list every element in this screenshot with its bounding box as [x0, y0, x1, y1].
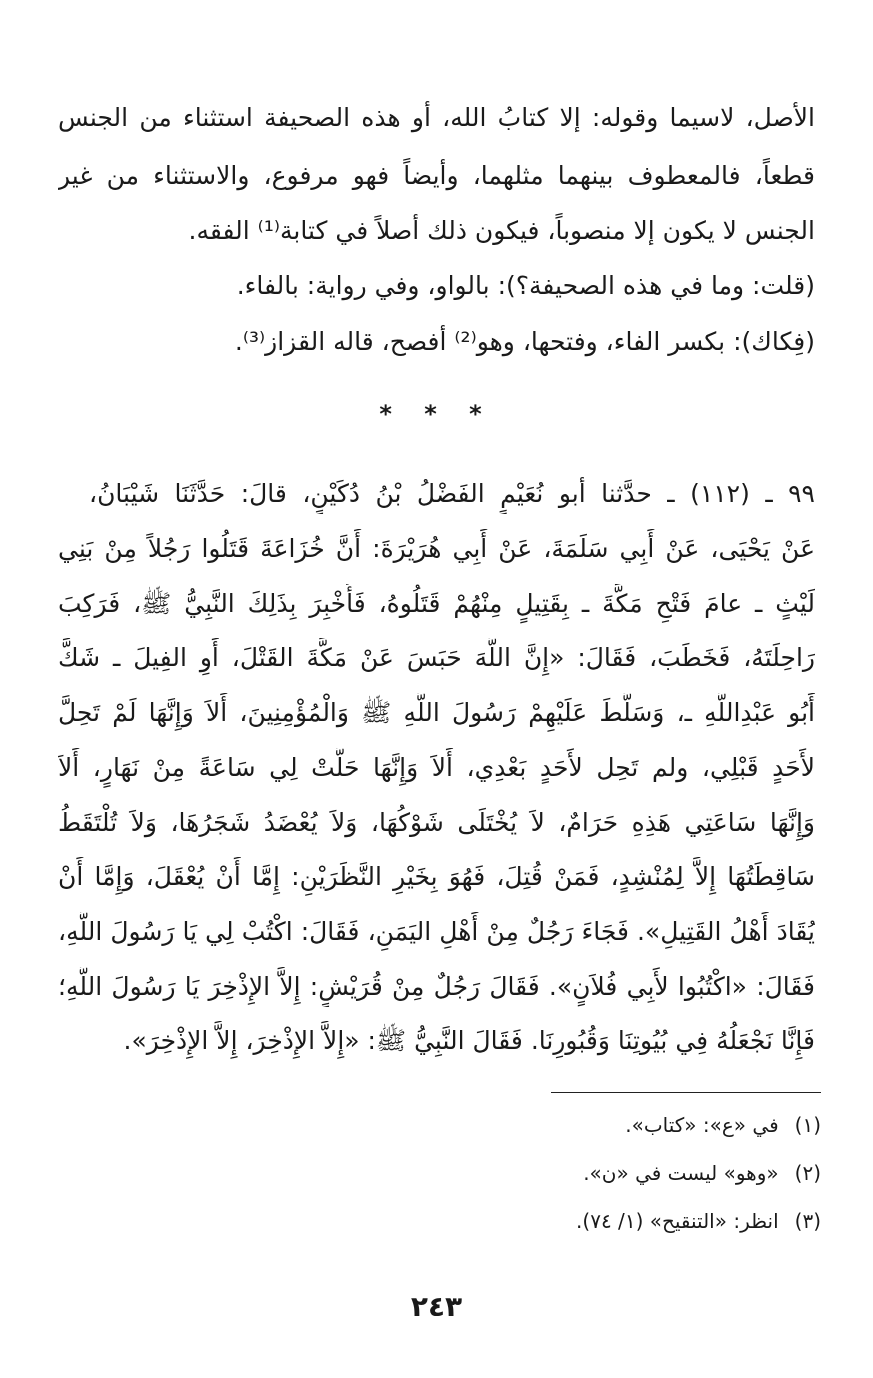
hadith-line: فَإِنَّا نَجْعَلُهُ فِي بُيُوتِنَا وَقُبُورِنَا. فَقَالَ النَّبِيُّ ﷺ: «إِلاَّ الإِذْخِرَ، إِلاَّ الإِذْخِرَ».	[123, 1026, 815, 1055]
footnote	[301, 1110, 821, 1140]
section-divider: * * *	[379, 400, 494, 428]
page-number: ٢٤٣	[410, 1290, 463, 1323]
hadith-line: يُقَادَ أَهْلُ القَتِيلِ». فَجَاءَ رَجُلٌ مِنْ أَهْلِ اليَمَنِ، فَقَالَ: اكْتُبْ لِي يَا رَسُولَ اللَّهِ،	[58, 917, 815, 946]
commentary-line: (فِكاك): بكسر الفاء، وفتحها، وهو⁽²⁾ أفصح، قاله القزاز⁽³⁾.	[234, 327, 815, 356]
footnote-text: انظر: «التنقيح» (١/ ٧٤).	[576, 1209, 779, 1233]
footnote-separator	[551, 1092, 821, 1093]
footnote	[301, 1158, 821, 1188]
hadith-line: ٩٩ ـ (١١٢) ـ حدَّثنا أبو نُعَيْمٍ الفَضْلُ بْنُ دُكَيْنٍ، قالَ: حَدَّثَنَا شَيْبَانُ،	[89, 479, 815, 508]
commentary-line: الجنس لا يكون إلا منصوباً، فيكون ذلك أصلاً في كتابة⁽¹⁾ الفقه.	[188, 216, 815, 245]
hadith-line: فَقَالَ: «اكْتُبُوا لأَبِي فُلاَنٍ». فَقَالَ رَجُلٌ مِنْ قُرَيْشٍ: إِلاَّ الإِذْخِرَ يَا رَسُولَ اللَّهِ؛	[58, 972, 815, 1001]
footnote-number: (٣)	[794, 1209, 821, 1233]
commentary-line: (قلت: وما في هذه الصحيفة؟): بالواو، وفي رواية: بالفاء.	[236, 271, 815, 300]
commentary-line: الأصل، لاسيما وقوله: إلا كتابُ الله، أو هذه الصحيفة استثناء من الجنس	[58, 103, 815, 132]
footnote-text: في «ع»: «كتاب».	[625, 1113, 779, 1137]
hadith-line: رَاحِلَتَهُ، فَخَطَبَ، فَقَالَ: «إِنَّ اللَّهَ حَبَسَ عَنْ مَكَّةَ القَتْلَ، أَوِ الفِيلَ ـ شَكَّ	[58, 643, 815, 672]
commentary-line: قطعاً، فالمعطوف بينهما مثلهما، وأيضاً فهو مرفوع، والاستثناء من غير	[58, 161, 815, 190]
hadith-line: وَإِنَّهَا سَاعَتِي هَذِهِ حَرَامٌ، لاَ يُخْتَلَى شَوْكُهَا، وَلاَ يُعْضَدُ شَجَرُهَا، وَلاَ تُلْتَقَطُ	[58, 808, 815, 837]
hadith-line: سَاقِطَتُهَا إِلاَّ لِمُنْشِدٍ، فَمَنْ قُتِلَ، فَهُوَ بِخَيْرِ النَّظَرَيْنِ: إِمَّا أَنْ يُعْقَلَ، وَإِمَّا أَنْ	[58, 862, 815, 891]
hadith-line: لَيْثٍ ـ عامَ فَتْحِ مَكَّةَ ـ بِقَتِيلٍ مِنْهُمْ قَتَلُوهُ، فَأُخْبِرَ بِذَلِكَ النَّبِيُّ ﷺ، فَرَكِبَ	[58, 589, 815, 618]
footnote	[301, 1206, 821, 1236]
footnote-number: (١)	[794, 1113, 821, 1137]
hadith-line: عَنْ يَحْيَى، عَنْ أَبِي سَلَمَةَ، عَنْ أَبِي هُرَيْرَةَ: أَنَّ خُزَاعَةَ قَتَلُوا رَجُلاً مِنْ بَنِي	[58, 534, 815, 563]
hadith-line: لأَحَدٍ قَبْلِي، ولم تَحِل لأَحَدٍ بَعْدِي، أَلاَ وَإِنَّهَا حَلَّتْ لِي سَاعَةً مِنْ نَهَارٍ، أَلاَ	[58, 753, 815, 782]
hadith-line: أَبُو عَبْدِاللَّهِ ـ، وَسَلَّطَ عَلَيْهِمْ رَسُولَ اللَّهِ ﷺ وَالْمُؤْمِنِينَ، أَلاَ وَإِنَّهَا لَمْ تَحِلَّ	[58, 698, 815, 727]
footnote-text: «وهو» ليست في «ن».	[583, 1161, 779, 1185]
footnote-number: (٢)	[794, 1161, 821, 1185]
